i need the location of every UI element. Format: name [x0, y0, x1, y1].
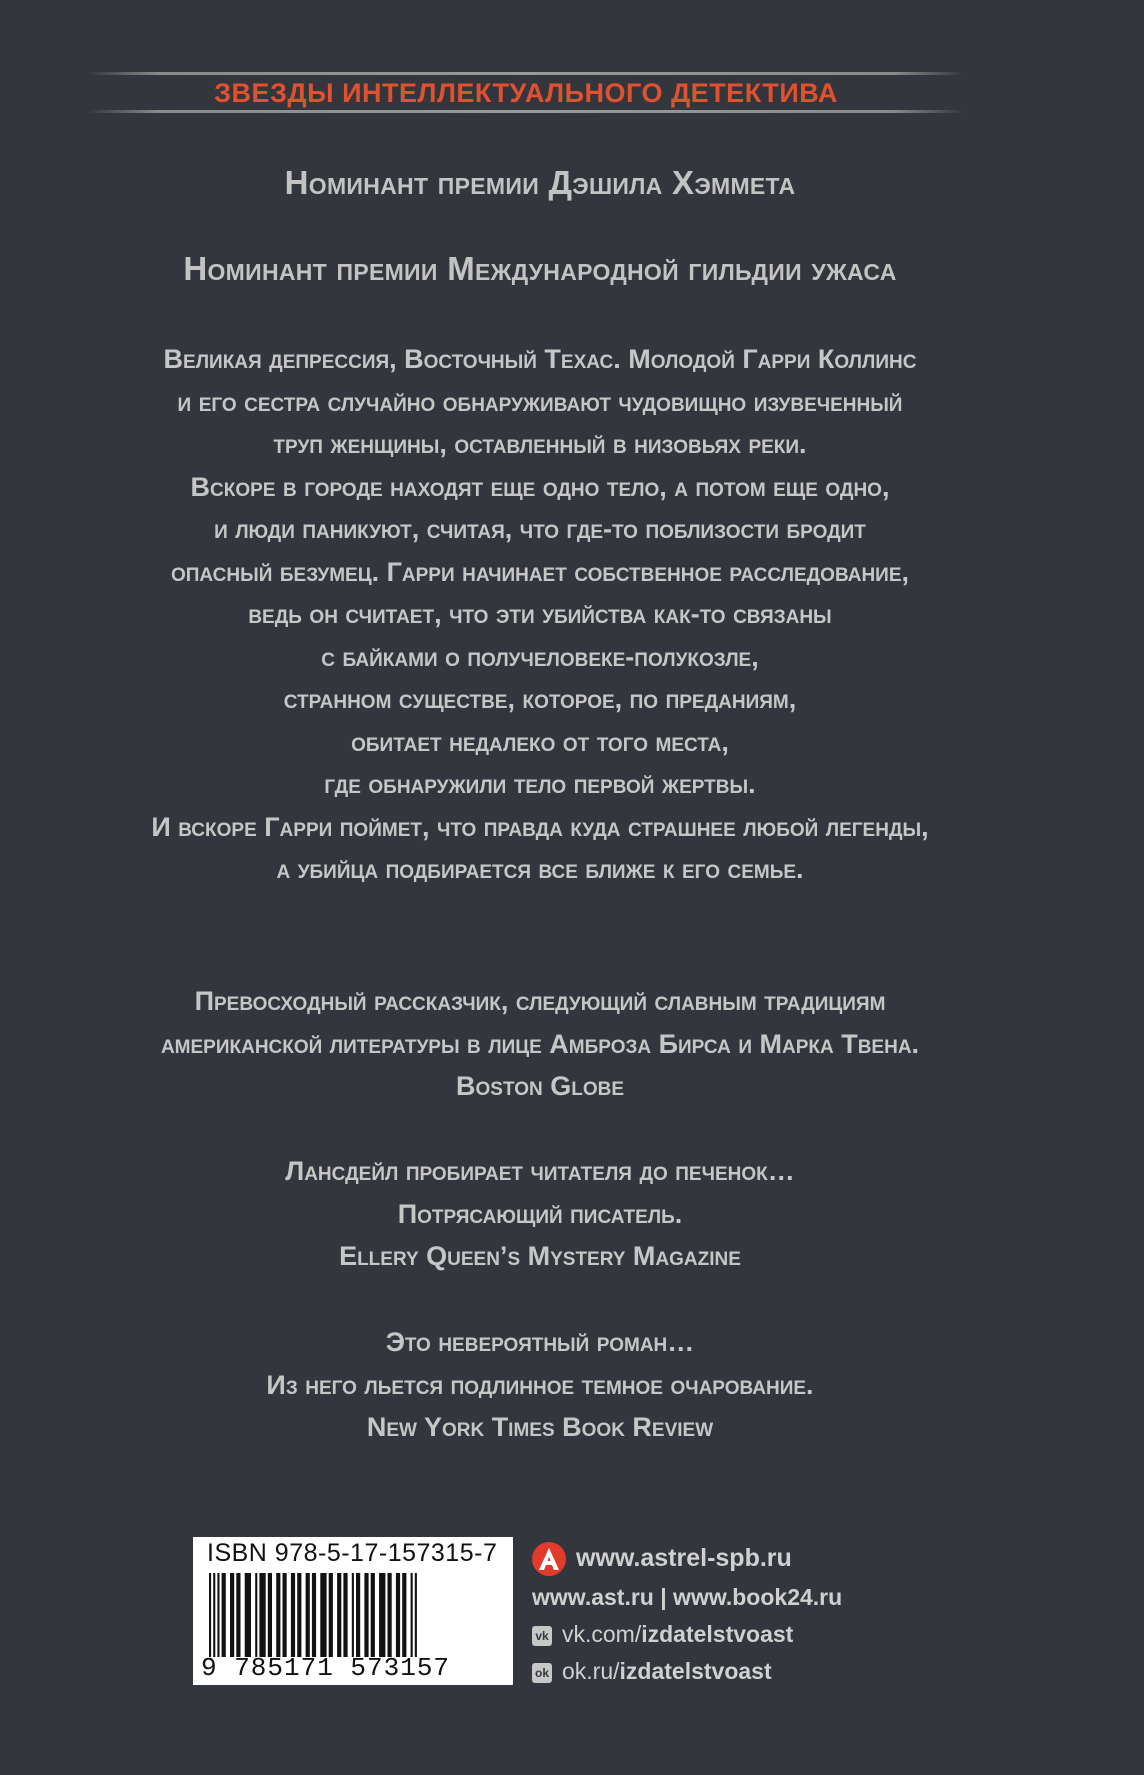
barcode-bar [312, 1573, 316, 1657]
review-boston-globe [40, 980, 1040, 1108]
barcode-bar [255, 1573, 257, 1657]
barcode-bar [402, 1573, 406, 1657]
review-quote-line: Это невероятный роман… [385, 1327, 695, 1357]
barcode-bar [356, 1573, 360, 1657]
review-source: Boston Globe [456, 1071, 624, 1101]
barcode-bar [337, 1573, 341, 1657]
synopsis-line: обитает недалеко от того места, [351, 726, 729, 757]
ast-a-logo-icon [532, 1542, 566, 1576]
synopsis-line: странном существе, которое, по преданиям, [283, 684, 797, 714]
synopsis-line: и его сестра случайно обнаруживают чудовищно изувеченный [177, 386, 903, 417]
synopsis-line: ведь он считает, что эти убийства как-то связаны [248, 599, 832, 629]
barcode-bar [329, 1573, 333, 1657]
synopsis-line: где обнаружили тело первой жертвы. [324, 769, 756, 799]
vk-link[interactable] [562, 1621, 793, 1648]
series-rule-top [88, 72, 964, 75]
barcode-bar [291, 1573, 295, 1657]
barcode-bar [283, 1573, 287, 1657]
review-source: New York Times Book Review [366, 1412, 714, 1442]
barcode-bar [415, 1573, 417, 1657]
synopsis-line: и люди паникуют, считая, что где-то поблизости бродит [214, 514, 866, 544]
review-nyt [40, 1321, 1040, 1449]
barcode-bar [320, 1573, 326, 1657]
barcode-bar [379, 1573, 385, 1657]
barcode-bar [217, 1573, 219, 1657]
barcode-bar [371, 1573, 375, 1657]
synopsis-line: опасный безумец. Гарри начинает собственное расследование, [170, 556, 909, 587]
barcode-digits: 9 785171 573157 [201, 1653, 451, 1683]
award-horror-guild: Номинант премии Международной гильдии ужаса [183, 250, 897, 287]
barcode-bar [213, 1573, 215, 1657]
synopsis-line: Великая депрессия, Восточный Техас. Молодой Гарри Коллинс [163, 344, 917, 374]
vk-icon: vk [532, 1626, 552, 1646]
ok-link[interactable] [562, 1658, 772, 1685]
barcode-bar [236, 1573, 240, 1657]
barcode-bar [276, 1573, 280, 1657]
barcode-bar [411, 1573, 413, 1657]
review-quote-line: Потрясающий писатель. [397, 1198, 683, 1229]
barcode-bar [230, 1573, 234, 1657]
ok-handle: izdatelstvoast [619, 1658, 772, 1684]
barcode-bar [209, 1573, 211, 1657]
synopsis [40, 338, 1040, 891]
barcode-bar [259, 1573, 265, 1657]
series-title: ЗВЕЗДЫ ИНТЕЛЛЕКТУАЛЬНОГО ДЕТЕКТИВА [214, 78, 838, 108]
synopsis-line: а убийца подбирается все ближе к его семье. [276, 854, 804, 884]
barcode-bar [297, 1573, 301, 1657]
barcode-bar [343, 1573, 347, 1657]
barcode-bar [364, 1573, 368, 1657]
review-quote-line: Из него льется подлинное темное очарование. [266, 1369, 814, 1400]
review-source: Ellery Queen’s Mystery Magazine [339, 1241, 741, 1271]
barcode-bar [352, 1573, 354, 1657]
site-links[interactable]: www.ast.ru | www.book24.ru [532, 1584, 843, 1610]
barcode-bar [388, 1573, 392, 1657]
series-rule-bottom [88, 110, 964, 113]
barcode-bar [396, 1573, 400, 1657]
isbn-label: ISBN 978-5-17-157315-7 [207, 1539, 498, 1567]
synopsis-line: с байками о получеловеке-полукозле, [321, 641, 759, 672]
barcode-bar [306, 1573, 310, 1657]
award-hammett: Номинант премии Дэшила Хэммета [284, 164, 796, 201]
barcode-bar [268, 1573, 272, 1657]
review-quote-line: американской литературы в лице Амброза Бирса и Марка Твена. [160, 1028, 920, 1059]
barcode-bars [207, 1573, 501, 1657]
ok-prefix: ok.ru/ [562, 1658, 620, 1684]
review-quote-line: Лансдейл пробирает читателя до печенок… [285, 1156, 795, 1186]
synopsis-line: труп женщины, оставленный в низовьях реки. [273, 429, 807, 459]
isbn-barcode [193, 1537, 513, 1685]
synopsis-line: Вскоре в городе находят еще одно тело, а потом еще одно, [190, 471, 890, 502]
ok-icon: ok [532, 1663, 552, 1683]
vk-prefix: vk.com/ [562, 1621, 642, 1647]
review-quote-line: Превосходный рассказчик, следующий славным традициям [194, 986, 886, 1016]
site-link[interactable]: www.astrel-spb.ru [576, 1544, 792, 1572]
vk-handle: izdatelstvoast [641, 1621, 794, 1647]
synopsis-line: И вскоре Гарри поймет, что правда куда страшнее любой легенды, [151, 811, 929, 842]
barcode-bar [222, 1573, 226, 1657]
barcode-bar [245, 1573, 251, 1657]
review-ellery-queen [40, 1150, 1040, 1278]
